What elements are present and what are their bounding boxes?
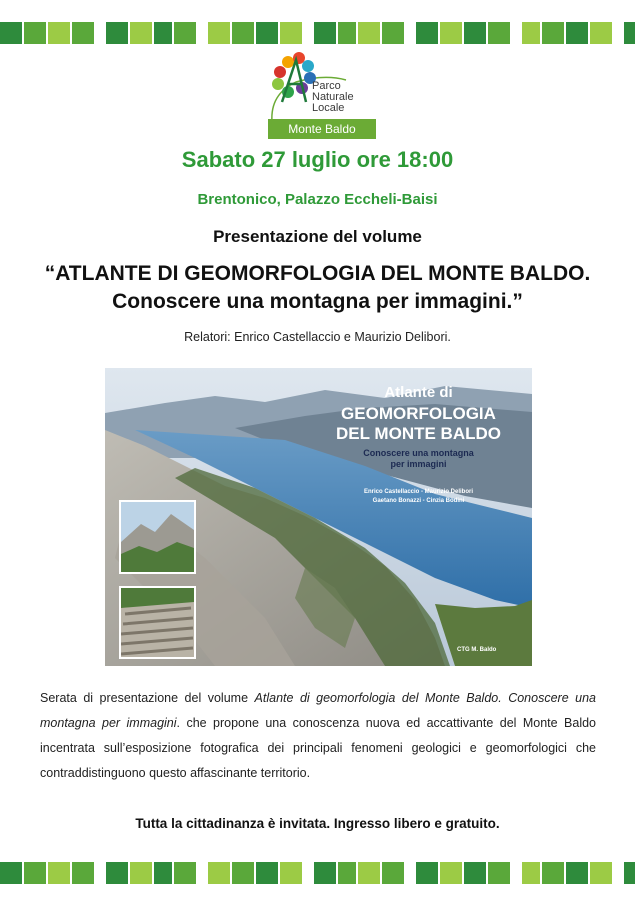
inset-photo-peak bbox=[119, 500, 196, 574]
logo-band-monte-baldo: Monte Baldo bbox=[268, 119, 376, 139]
park-logo bbox=[266, 52, 378, 140]
stripe-square bbox=[208, 862, 230, 884]
inset-photo-rock-slabs bbox=[119, 586, 196, 659]
stripe-square bbox=[0, 862, 22, 884]
cover-subtitle-2: per immagini bbox=[390, 459, 447, 469]
bottom-decorative-stripe bbox=[0, 862, 635, 884]
stripe-square bbox=[48, 22, 70, 44]
stripe-square bbox=[174, 22, 196, 44]
event-date-time: Sabato 27 luglio ore 18:00 bbox=[181, 147, 454, 172]
book-cover-image bbox=[105, 368, 532, 666]
stripe-square bbox=[542, 22, 564, 44]
book-title-line-2: Conoscere una montagna per immagini.” bbox=[112, 290, 523, 313]
stripe-square bbox=[382, 862, 404, 884]
top-decorative-stripe bbox=[0, 22, 635, 44]
stripe-square bbox=[208, 22, 230, 44]
stripe-square bbox=[440, 862, 462, 884]
stripe-square bbox=[522, 22, 540, 44]
description-text-2: . che propone una conoscenza nuova ed accattivante del Monte Baldo incentrata sull’esposizione fotografica dei principali fenomeni geologici e geomorfologici che contraddistinguono questo affascinante territorio. bbox=[40, 716, 596, 780]
stripe-square bbox=[232, 22, 254, 44]
stripe-square bbox=[590, 862, 612, 884]
stripe-square bbox=[440, 22, 462, 44]
cover-atlante-di: Atlante di bbox=[384, 384, 453, 401]
description-book-title: Atlante di geomorfologia del Monte Baldo. Conoscere una montagna per immagini bbox=[40, 691, 597, 730]
stripe-square bbox=[232, 862, 254, 884]
stripe-square bbox=[542, 862, 564, 884]
stripe-square bbox=[338, 862, 356, 884]
logo-text-locale: Locale bbox=[312, 102, 345, 114]
book-title-line-1: “ATLANTE DI GEOMORFOLOGIA DEL MONTE BALDO. bbox=[44, 262, 591, 285]
stripe-square bbox=[72, 862, 94, 884]
cover-authors-2: Gaetano Bonazzi - Cinzia Bodini bbox=[372, 498, 465, 504]
stripe-square bbox=[382, 22, 404, 44]
stripe-square bbox=[174, 862, 196, 884]
stripe-square bbox=[106, 862, 128, 884]
stripe-square bbox=[280, 862, 302, 884]
cover-publisher: CTG M. Baldo bbox=[457, 647, 497, 653]
stripe-square bbox=[488, 22, 510, 44]
stripe-square bbox=[154, 22, 172, 44]
stripe-square bbox=[416, 22, 438, 44]
logo-text-naturale: Naturale bbox=[312, 91, 354, 103]
stripe-square bbox=[106, 22, 128, 44]
stripe-square bbox=[590, 22, 612, 44]
stripe-square bbox=[464, 862, 486, 884]
stripe-square bbox=[338, 22, 356, 44]
stripe-square bbox=[624, 862, 635, 884]
cover-authors-1: Enrico Castellaccio - Maurizio Delibori bbox=[363, 489, 474, 495]
stripe-square bbox=[358, 862, 380, 884]
stripe-square bbox=[0, 22, 22, 44]
stripe-square bbox=[48, 862, 70, 884]
stripe-square bbox=[416, 862, 438, 884]
cover-geomorfologia: GEOMORFOLOGIA bbox=[341, 404, 496, 423]
description-text-1: Serata di presentazione del volume bbox=[40, 691, 255, 705]
stripe-square bbox=[256, 862, 278, 884]
stripe-square bbox=[464, 22, 486, 44]
stripe-square bbox=[488, 862, 510, 884]
event-location: Brentonico, Palazzo Eccheli-Baisi bbox=[197, 191, 438, 208]
cover-del-monte-baldo: DEL MONTE BALDO bbox=[336, 424, 501, 443]
stripe-square bbox=[566, 22, 588, 44]
stripe-square bbox=[314, 862, 336, 884]
stripe-square bbox=[130, 862, 152, 884]
stripe-square bbox=[624, 22, 635, 44]
stripe-square bbox=[256, 22, 278, 44]
stripe-square bbox=[130, 22, 152, 44]
stripe-square bbox=[24, 22, 46, 44]
stripe-square bbox=[522, 862, 540, 884]
stripe-square bbox=[154, 862, 172, 884]
stripe-square bbox=[72, 22, 94, 44]
stripe-square bbox=[314, 22, 336, 44]
event-description bbox=[40, 686, 596, 786]
stripe-square bbox=[566, 862, 588, 884]
speakers-line: Relatori: Enrico Castellaccio e Maurizio Delibori. bbox=[184, 330, 451, 344]
cover-subtitle-1: Conoscere una montagna bbox=[363, 448, 474, 458]
presentation-heading: Presentazione del volume bbox=[213, 227, 422, 246]
stripe-square bbox=[280, 22, 302, 44]
stripe-square bbox=[24, 862, 46, 884]
stripe-square bbox=[358, 22, 380, 44]
invitation-line: Tutta la cittadinanza è invitata. Ingresso libero e gratuito. bbox=[135, 816, 500, 831]
logo-text-parco: Parco bbox=[312, 80, 341, 92]
